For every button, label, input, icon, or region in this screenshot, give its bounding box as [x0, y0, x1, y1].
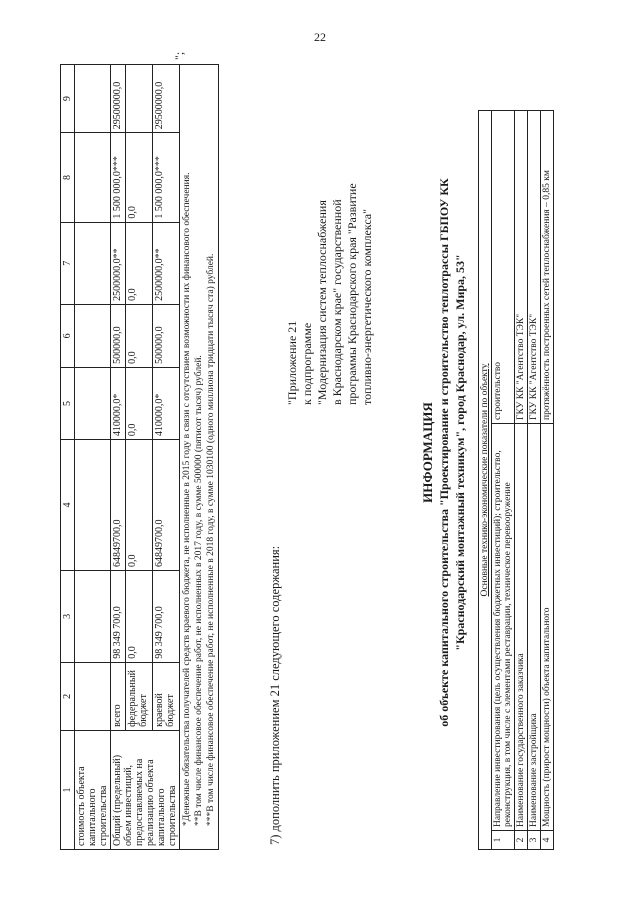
- table-row: [541, 111, 554, 850]
- footnote-1: *Денежные обязательства получателей средств краевого бюджета, не исполненные в 2015 году в связи с отсутствием возможности их финансового обеспечения.: [182, 172, 192, 826]
- funding-table: [60, 64, 219, 850]
- indicators-header: Основные технико-экономические показатели по объекту: [479, 111, 492, 850]
- table-cell: 410000,0*: [153, 367, 180, 439]
- row-number: 1: [492, 831, 515, 850]
- row-number: 4: [541, 831, 554, 850]
- footnote-row: [180, 65, 219, 850]
- appendix-line: "Приложение 21: [285, 320, 299, 405]
- table-cell: 2500000,0**: [111, 222, 126, 304]
- cost-label-cell: стоимость объекта капитального строительства: [75, 730, 111, 849]
- row-number: 2: [515, 831, 528, 850]
- table-header-row: [479, 111, 492, 850]
- footnote-3: ***В том числе финансовое обеспечение работ, не исполненные в 2018 году, в сумме 1030100 (одного миллиона тридцати тысяч ста) рублей.: [206, 253, 216, 826]
- indicator-value: ГКУ КК "Агентство ТЭК": [528, 111, 541, 424]
- table-cell: 0,0: [126, 133, 153, 222]
- table-cell: краевой бюджет: [153, 662, 180, 730]
- table-cell: 500000,0: [111, 304, 126, 367]
- appendix-line: программы Краснодарского края "Развитие: [345, 183, 359, 405]
- indicators-table: [478, 110, 554, 850]
- investment-label-cell: Общий (предельный) объем инвестиций, предоставляемых на реализацию объекта капитального строительства: [111, 730, 180, 849]
- header-cell: 1: [61, 730, 75, 849]
- table-row: [515, 111, 528, 850]
- page-number: 22: [314, 30, 326, 44]
- table-cell: 1 500 000,0***: [111, 133, 126, 222]
- indicator-label: Направление инвестирования (цель осуществления бюджетных инвестиций); строительство, реконструкция, в том числе с элементами реставрации, техническое перевооружение: [492, 424, 515, 831]
- table-cell: 98 349 700,0: [153, 570, 180, 662]
- header-cell: 7: [61, 222, 75, 304]
- table-cell: 64849700,0: [111, 440, 126, 571]
- indicator-label: Наименование государственного заказчика: [515, 424, 528, 831]
- table-header-row: [61, 65, 75, 850]
- appendix-line: к подпрограмме: [300, 322, 314, 405]
- table-cell: [126, 65, 153, 133]
- header-cell: 4: [61, 440, 75, 571]
- table-cell: 29500000,0: [153, 65, 180, 133]
- info-subtitle-line-2: "Краснодарский монтажный техникум", город Краснодар, ул. Мира, 53": [453, 254, 467, 651]
- header-cell: 9: [61, 65, 75, 133]
- appendix-line: "Модернизация систем теплоснабжения: [315, 200, 329, 405]
- header-cell: 2: [61, 662, 75, 730]
- table-cell: 0,0: [126, 304, 153, 367]
- footnote-2: **В том числе финансовое обеспечение работ, не исполненных в 2017 году, в сумме 500000 (пятисот тысяч) рублей.: [194, 355, 204, 826]
- appendix-line: в Краснодарском крае" государственной: [330, 199, 344, 405]
- header-cell: 6: [61, 304, 75, 367]
- table-cell: 410000,0*: [111, 367, 126, 439]
- indicator-label: Наименование застройщика: [528, 424, 541, 831]
- header-cell: 8: [61, 133, 75, 222]
- info-title: ИНФОРМАЦИЯ: [420, 402, 435, 503]
- table-cell: 1 500 000,0***: [153, 133, 180, 222]
- appendix-header: [285, 183, 375, 405]
- table-cell: 98 349 700,0: [111, 570, 126, 662]
- header-cell: 3: [61, 570, 75, 662]
- item-7-text: 7) дополнить приложением 21 следующего содержания:: [268, 545, 282, 845]
- row-number: 3: [528, 831, 541, 850]
- table-cell: 0,0: [126, 570, 153, 662]
- table-row: [111, 65, 126, 850]
- table-row: [492, 111, 515, 850]
- indicator-value: протяжённость построенных сетей теплоснабжения – 0,85 км: [541, 111, 554, 424]
- indicator-label: Мощность (прирост мощности) объекта капитального: [541, 424, 554, 831]
- closing-quote-mark: ";: [172, 51, 186, 60]
- table-cell: 29500000,0: [111, 65, 126, 133]
- appendix-line: топливно-энергетического комплекса": [360, 208, 374, 405]
- table-cell: 2500000,0**: [153, 222, 180, 304]
- indicator-value: ГКУ КК "Агентство ТЭК": [515, 111, 528, 424]
- table-cell: 500000,0: [153, 304, 180, 367]
- table-cell: федеральный бюджет: [126, 662, 153, 730]
- table-cell: всего: [111, 662, 126, 730]
- table-row: [75, 65, 111, 850]
- table-cell: 0,0: [126, 367, 153, 439]
- table-cell: 0,0: [126, 440, 153, 571]
- indicator-value: строительство: [492, 111, 515, 424]
- table-cell: 64849700,0: [153, 440, 180, 571]
- table-cell: 0,0: [126, 222, 153, 304]
- header-cell: 5: [61, 367, 75, 439]
- table-row: [528, 111, 541, 850]
- info-subtitle-line-1: об объекте капитального строительства "Проектирование и строительство теплотрассы ГБПОУ КК: [437, 178, 451, 727]
